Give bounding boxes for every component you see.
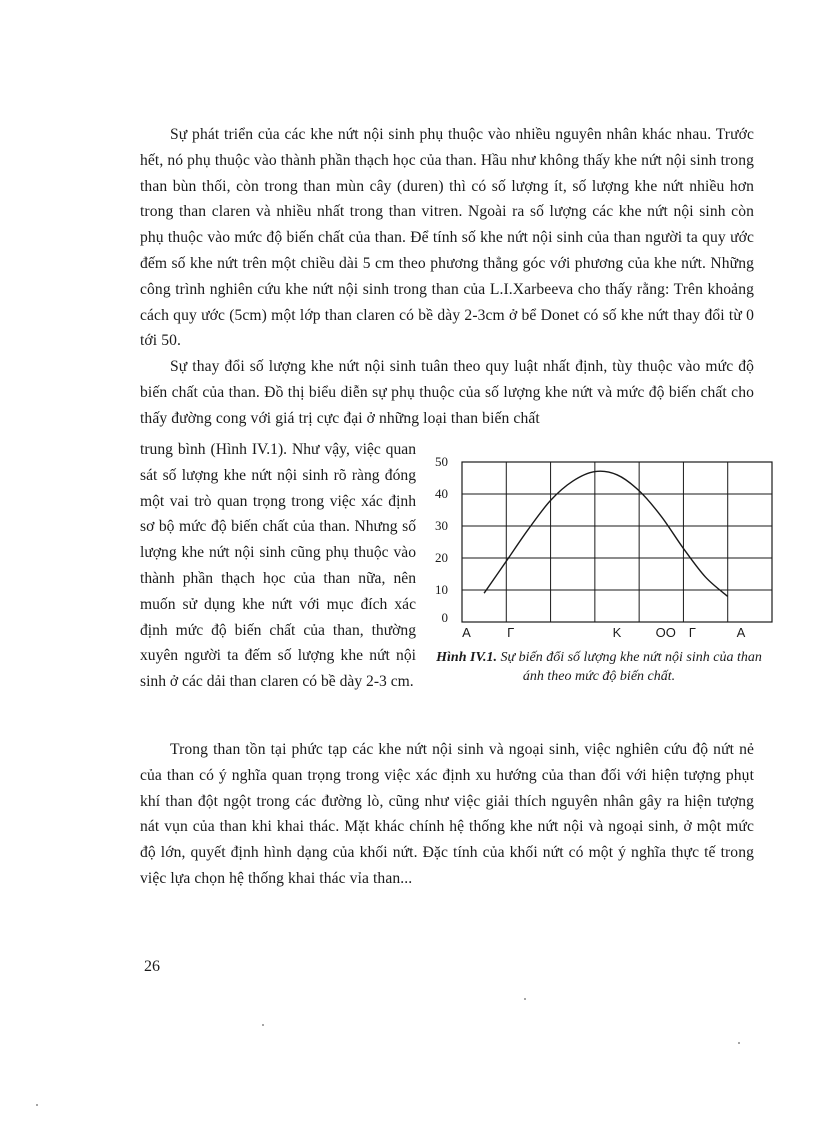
paragraph-2-text: Sự thay đổi số lượng khe nứt nội sinh tuân theo quy luật nhất định, tùy thuộc vào mức độ biến chất của than. Đồ thị biểu diễn sự phụ thuộc của số lượng khe nứt và mức độ biến chất cho thấy đường cong với giá trị cực đại ở những loại than biến chất — [140, 358, 754, 427]
chart-x-tick-label: A — [462, 625, 471, 640]
chart-y-tick-label: 0 — [441, 610, 448, 625]
chart-series-line — [484, 471, 728, 596]
figure-chart — [416, 446, 776, 646]
paragraph-3-text: Trong than tồn tại phức tạp các khe nứt nội sinh và ngoại sinh, việc nghiên cứu độ nứt nẻ của than có ý nghĩa quan trọng trong việc xác định xu hướng của than đối với hiện tượng phụt khí than đột ngột trong các đường lò, cũng như việc giải thích nguyên nhân gây ra hiện tượng nát vụn của than khi khai thác. Mặt khác chính hệ thống khe nứt nội và ngoại sinh, ở một mức độ lớn, quyết định hình dạng của khối nứt. Đặc tính của khối nứt có một ý nghĩa thực tế trong việc lựa chọn hệ thống khai thác vỉa than... — [140, 741, 754, 887]
figure-caption — [436, 648, 762, 686]
scan-speck — [36, 1104, 38, 1106]
chart-y-tick-label: 40 — [435, 486, 448, 501]
chart-frame — [462, 462, 772, 622]
chart-grid — [462, 462, 772, 622]
chart-y-ticks — [435, 454, 448, 625]
paragraph-3 — [140, 737, 754, 892]
chart-x-tick-label: OO — [655, 625, 676, 640]
scan-speck — [262, 1024, 264, 1026]
paragraph-1-text: Sự phát triển của các khe nứt nội sinh phụ thuộc vào nhiều nguyên nhân khác nhau. Trước hết, nó phụ thuộc vào thành phần thạch học của than. Hầu như không thấy khe nứt nội sinh trong than bùn thối, còn trong than mùn cây (duren) thì có số lượng ít, số lượng khe nứt nhiều hơn trong than claren và nhiều nhất trong than vitren. Ngoài ra số lượng các khe nứt nội sinh còn phụ thuộc vào mức độ biến chất của than. Để tính số khe nứt nội sinh của than người ta quy ước đếm số khe nứt trên một chiều dài 5 cm theo phương thẳng góc với phương của khe nứt. Những công trình nghiên cứu khe nứt nội sinh trong than của L.I.Xarbeeva cho thấy rằng: Trên khoảng cách quy ước (5cm) một lớp than claren có bề dày 2-3cm ở bể Donet có số khe nứt thay đổi từ 0 tới 50. — [140, 126, 754, 350]
chart-x-tick-label: Γ — [507, 625, 515, 640]
chart-y-tick-label: 10 — [435, 582, 448, 597]
scan-speck — [524, 998, 526, 1000]
chart-x-ticks — [462, 625, 746, 640]
chart-y-tick-label: 20 — [435, 550, 448, 565]
paragraph-1 — [140, 122, 754, 354]
page-number: 26 — [144, 958, 160, 975]
chart-y-tick-label: 30 — [435, 518, 448, 533]
figure-caption-text: Sự biến đổi số lượng khe nứt nội sinh của than ánh theo mức độ biến chất. — [500, 650, 762, 684]
paragraph-2 — [140, 354, 754, 431]
scan-speck — [738, 1042, 740, 1044]
paragraph-2-continuation: trung bình (Hình IV.1). Như vậy, việc quan sát số lượng khe nứt nội sinh rõ ràng đóng một vai trò quan trọng trong việc xác định sơ bộ mức độ biến chất của than. Nhưng số lượng khe nứt nội sinh cũng phụ thuộc vào thành phần thạch học của than nữa, nên muốn sử dụng khe nứt với mục đích xác định mức độ biến chất của than, thường xuyên người ta đếm số lượng khe nứt nội sinh ở các dải than claren có bề dày 2-3 cm. — [140, 441, 416, 691]
chart-x-tick-label: Γ — [688, 625, 696, 640]
figure-caption-label: Hình IV.1. — [436, 650, 497, 665]
chart-x-tick-label: A — [736, 625, 746, 640]
chart-x-tick-label: K — [612, 625, 622, 640]
chart-y-tick-label: 50 — [435, 454, 448, 469]
